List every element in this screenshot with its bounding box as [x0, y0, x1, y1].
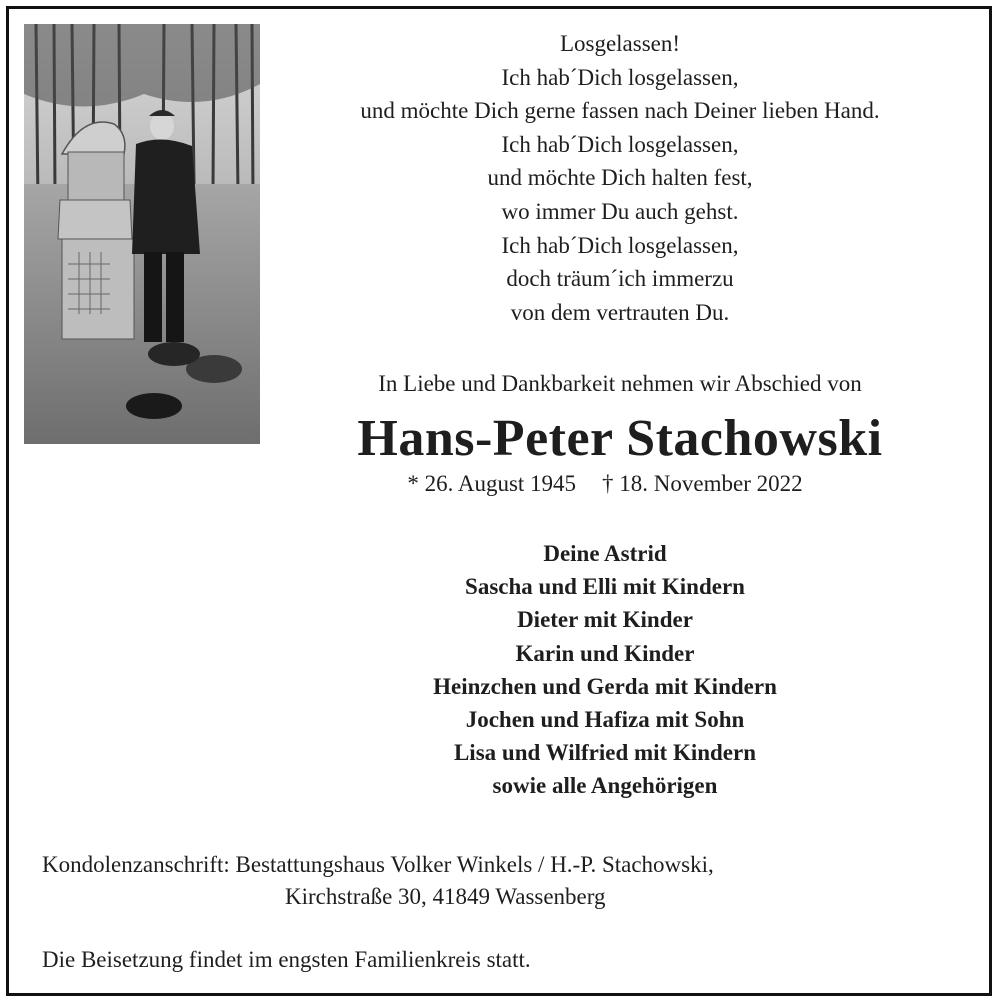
poem-line: von dem vertrauten Du. — [510, 299, 730, 325]
poem-line: und möchte Dich halten fest, — [487, 165, 753, 191]
mourner: Sascha und Elli mit Kindern — [465, 574, 745, 600]
mourner: Heinzchen und Gerda mit Kindern — [433, 673, 777, 699]
poem-line: Ich hab´Dich losgelassen, — [501, 131, 739, 157]
condolence-line: Kirchstraße 30, 41849 Wassenberg — [285, 884, 606, 909]
mourner: Dieter mit Kinder — [517, 607, 693, 633]
poem-line: Ich hab´Dich losgelassen, — [501, 64, 739, 90]
birth-date: * 26. August 1945 — [407, 471, 577, 496]
poem-line: und möchte Dich gerne fassen nach Deiner lieben Hand. — [360, 98, 880, 124]
poem-line: doch träum´ich immerzu — [506, 266, 734, 292]
condolence-address — [42, 849, 942, 913]
burial-note: Die Beisetzung findet im engsten Familienkreis statt. — [42, 947, 531, 972]
farewell-intro: In Liebe und Dankbarkeit nehmen wir Abschied von — [378, 371, 862, 396]
portrait-photo — [24, 24, 260, 444]
deceased-name: Hans-Peter Stachowski — [357, 410, 883, 467]
mourner: Jochen und Hafiza mit Sohn — [465, 707, 745, 733]
mourner: sowie alle Angehörigen — [492, 773, 718, 799]
condolence-line: Kondolenzanschrift: Bestattungshaus Volker Winkels / H.-P. Stachowski, — [42, 852, 714, 877]
mourners-list — [310, 537, 900, 803]
poem-line: Losgelassen! — [559, 31, 681, 56]
poem-line: wo immer Du auch gehst. — [501, 198, 739, 224]
mourner: Deine Astrid — [543, 541, 667, 566]
death-date: † 18. November 2022 — [602, 471, 803, 496]
poem-line: Ich hab´Dich losgelassen, — [501, 232, 739, 258]
poem — [270, 27, 970, 329]
mourner: Lisa und Wilfried mit Kindern — [453, 740, 757, 766]
mourner: Karin und Kinder — [515, 640, 695, 666]
life-dates — [270, 467, 940, 500]
